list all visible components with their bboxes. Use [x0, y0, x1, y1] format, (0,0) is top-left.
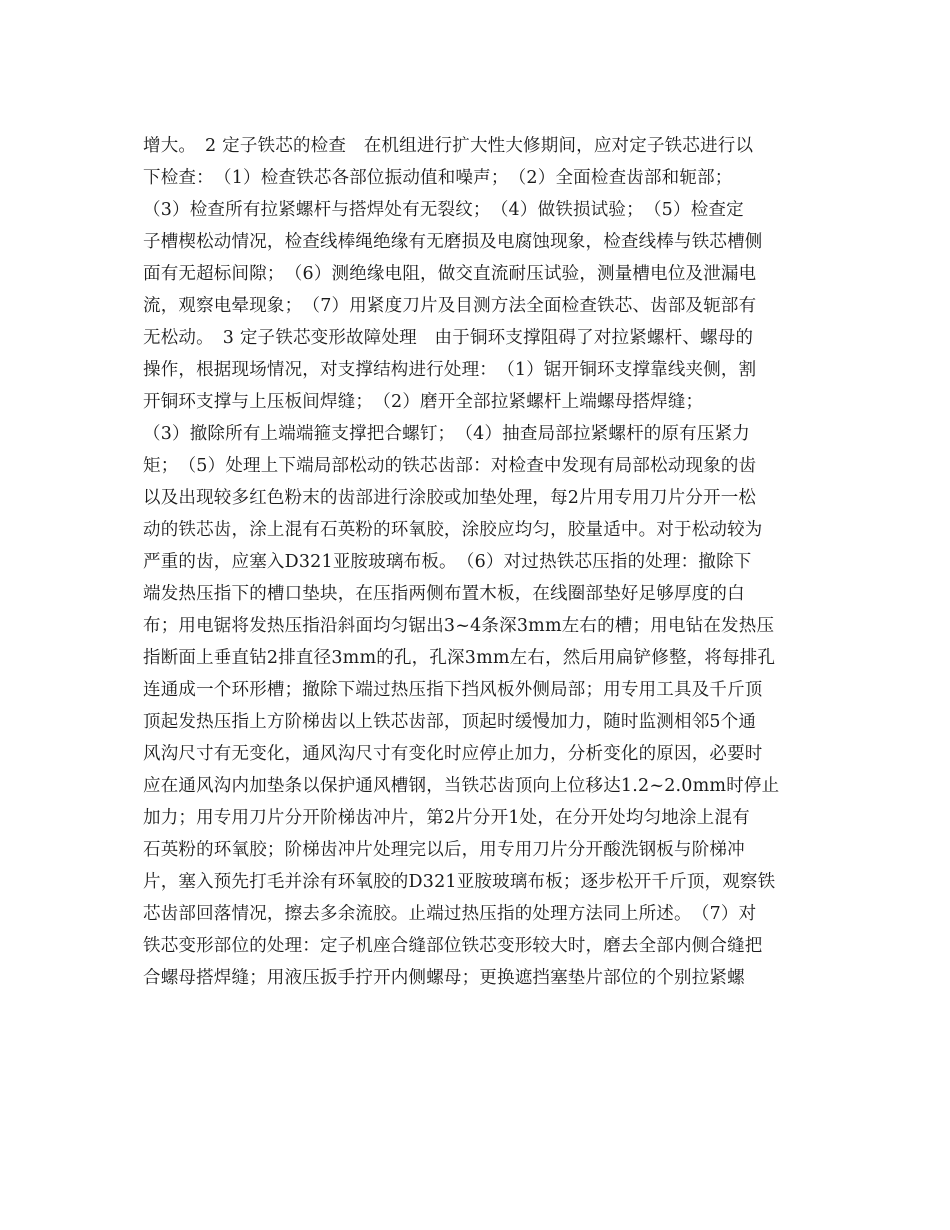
text-line: 指断面上垂直钻2排直径3mm的孔，孔深3mm左右，然后用扁铲修整，将每排孔 — [143, 648, 776, 668]
text-line: 石英粉的环氧胶；阶梯齿冲片处理完以后，用专用刀片分开酸洗钢板与阶梯冲 — [143, 840, 745, 860]
text-line: 矩； （5）处理上下端局部松动的铁芯齿部：对检查中发现有局部松动现象的齿 — [143, 456, 757, 476]
text-line: 片，塞入预先打毛并涂有环氧胶的D321亚胺玻璃布板；逐步松开千斤顶，观察铁 — [143, 872, 776, 892]
text-line: 操作，根据现场情况，对支撑结构进行处理： （1）锯开铜环支撑靠线夹侧，割 — [143, 360, 757, 380]
text-line: 面有无超标间隙； （6）测绝缘电阻，做交直流耐压试验，测量槽电位及泄漏电 — [143, 264, 757, 284]
text-line: 动的铁芯齿，涂上混有石英粉的环氧胶，涂胶应均匀，胶量适中。对于松动较为 — [143, 520, 763, 540]
text-line: 布；用电锯将发热压指沿斜面均匀锯出3~4条深3mm左右的槽；用电钻在发热压 — [143, 616, 775, 636]
text-line: 芯齿部回落情况，擦去多余流胶。止端过热压指的处理方法同上所述。 （7）对 — [143, 904, 757, 924]
text-line: 增大。 2 定子铁芯的检查 在机组进行扩大性大修期间，应对定子铁芯进行以 — [143, 136, 754, 156]
text-line: 加力；用专用刀片分开阶梯齿冲片，第2片分开1处，在分开处均匀地涂上混有 — [143, 808, 750, 828]
text-line: 铁芯变形部位的处理：定子机座合缝部位铁芯变形较大时，磨去全部内侧合缝把 — [143, 936, 763, 956]
text-line: （3）撤除所有上端端箍支撑把合螺钉； （4）抽查局部拉紧螺杆的原有压紧力 — [143, 424, 750, 444]
text-line: 子槽楔松动情况，检查线棒绳绝缘有无磨损及电腐蚀现象，检查线棒与铁芯槽侧 — [143, 232, 763, 252]
text-line: 流，观察电晕现象； （7）用紧度刀片及目测方法全面检查铁芯、齿部及轭部有 — [143, 296, 757, 316]
text-line: 风沟尺寸有无变化，通风沟尺寸有变化时应停止加力，分析变化的原因，必要时 — [143, 744, 763, 764]
text-line: （3）检查所有拉紧螺杆与搭焊处有无裂纹； （4）做铁损试验； （5）检查定 — [143, 200, 744, 220]
text-line: 无松动。 3 定子铁芯变形故障处理 由于铜环支撑阻碍了对拉紧螺杆、螺母的 — [143, 328, 754, 348]
text-line: 连通成一个环形槽；撤除下端过热压指下挡风板外侧局部；用专用工具及千斤顶 — [143, 680, 763, 700]
text-line: 端发热压指下的槽口垫块，在压指两侧布置木板，在线圈部垫好足够厚度的白 — [143, 584, 745, 604]
text-line: 合螺母搭焊缝；用液压扳手拧开内侧螺母；更换遮挡塞垫片部位的个别拉紧螺 — [143, 968, 745, 988]
text-line: 顶起发热压指上方阶梯齿以上铁芯齿部，顶起时缓慢加力，随时监测相邻5个通 — [143, 712, 757, 732]
body-text — [143, 130, 823, 994]
text-line: 应在通风沟内加垫条以保护通风槽钢，当铁芯齿顶向上位移达1.2~2.0mm时停止 — [143, 776, 780, 796]
text-line: 开铜环支撑与上压板间焊缝； （2）磨开全部拉紧螺杆上端螺母搭焊缝； — [143, 392, 704, 412]
text-line: 下检查： （1）检查铁芯各部位振动值和噪声； （2）全面检查齿部和轭部； — [143, 168, 733, 188]
text-line: 严重的齿，应塞入D321亚胺玻璃布板。 （6）对过热铁芯压指的处理：撤除下 — [143, 552, 752, 572]
text-line: 以及出现较多红色粉末的齿部进行涂胶或加垫处理，每2片用专用刀片分开一松 — [143, 488, 757, 508]
